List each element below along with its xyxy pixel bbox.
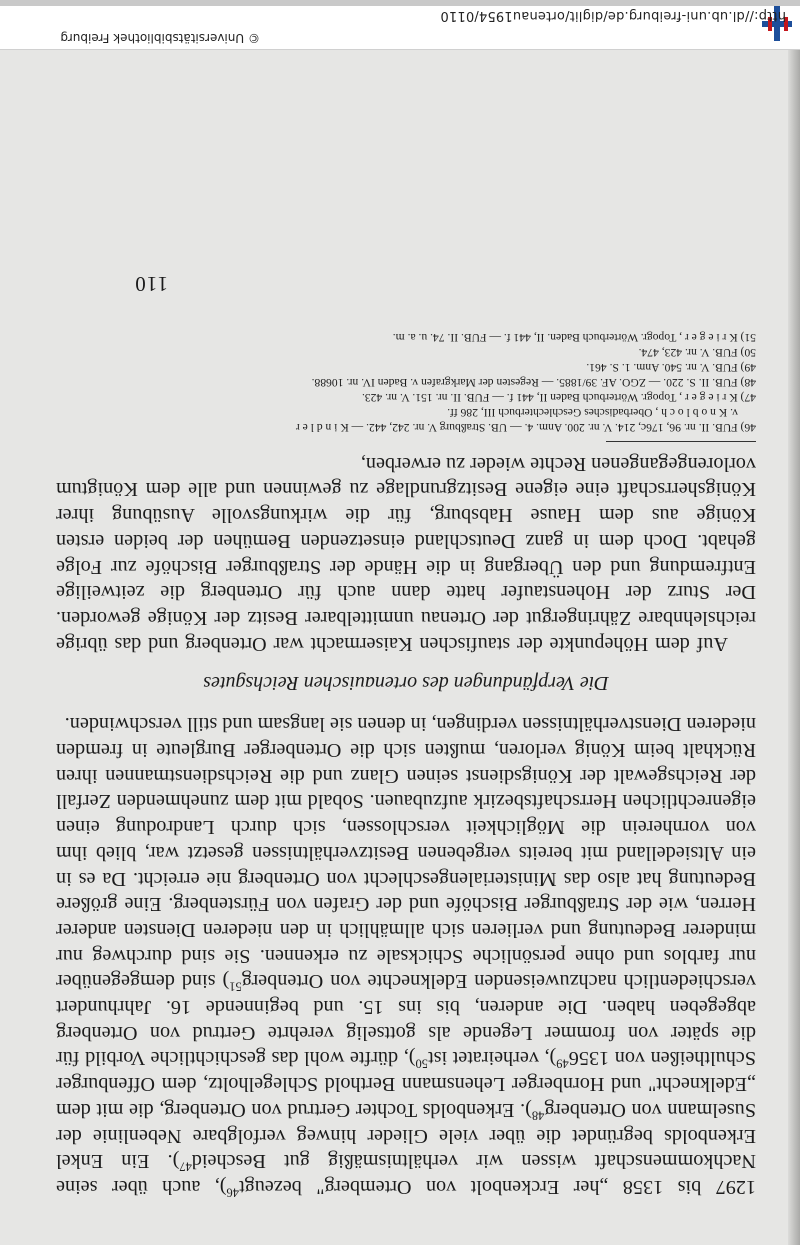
footnote-ref-51[interactable]: 51 [229, 980, 242, 995]
footnote-46: 46) FUB. II. nr. 96, 176c, 214. V. nr. 200. Anm. 4. — UB. Straßburg V. nr. 242, 442. — K i n d l e r [295, 421, 756, 435]
footnote-47: 47) K r i e g e r , Topogr. Wörterbuch Baden II, 441 f. — FUB. II. nr. 151. V. nr. 423. [361, 391, 756, 405]
footnote-48: 48) FUB. II. S. 220. — ZGO. AF. 39/1885. — Regesten der Markgrafen v. Baden IV. nr. 10688. [311, 376, 756, 390]
source-url-link[interactable]: http://dl.ub.uni-freiburg.de/diglit/ortenau1954/0110 [440, 8, 786, 23]
paragraph-1-part: ). Ein Enkel Erkenbolds begründet die über viele Glieder hinweg verfolgbare Nebenlinie der Suselmann von Ortenberg [56, 1098, 756, 1173]
page-content [56, 271, 756, 1199]
footnote-ref-47[interactable]: 47 [179, 1160, 192, 1175]
footnote-ref-48[interactable]: 48 [531, 1108, 545, 1123]
footnote-51: 51) K r i e g e r , Topogr. Wörterbuch Baden. II, 441 f. — FUB. II. 74. u. a. m. [392, 331, 756, 345]
paragraph-2: Auf dem Höhepunkte der staufischen Kaisermacht war Ortenberg und das übrige reichslehnbare Zähringergut der Ortenau unmittelbarer Besitz der Könige geworden. Der Sturz der Hohenstaufer hatte dann auch für Ortenberg die zeitweilige Entfremdung und den Übergang in die Hände der Straßburger Bischöfe zur Folge gehabt. Doch dem in ganz Deutschland einsetzenden Bemühen der beiden ersten Könige aus dem Hause Habsburg, für die wirkungsvolle Ausübung ihrer Königsherrschaft eine eigene Besitzgrundlage zu gewinnen und alle dem Königtum vorlorengegangenen Rechte wieder zu erwerben, [56, 452, 756, 655]
footnote-ref-49[interactable]: 49 [556, 1057, 569, 1072]
copyright-notice: © Universitätsbibliothek Freiburg [60, 31, 260, 45]
scan-edge-shadow [788, 50, 800, 1245]
paragraph-1-part: ), auch über seine Nachkommenschaft wissen wir verhältnismäßig gut Bescheid [56, 1150, 756, 1198]
scanned-page [0, 50, 800, 1245]
paragraph-1-part: ). Erkenbolds Tochter Gertrud von Ortenberg, die mit dem „Edelknecht" und Hornberger Lehensmann Berthold Schlegelholtz, dem Offenburger Schultheißen von 1356 [56, 1047, 756, 1121]
footnote-ref-50[interactable]: 50 [415, 1057, 428, 1072]
footnote-ref-46[interactable]: 46 [226, 1185, 240, 1200]
paragraph-1-part: ) sind demgegenüber nur farblos und ohne persönliche Schicksale zu erkennen. Sie sind durchweg nur minderer Bedeutung und verlieren sich allmählich in den niederen Diensten anderer Herren, wie der Straßburger Bischöfe und der Grafen von Fürstenberg. Eine größere Bedeutung hat also das Ministerialengeschlecht von Ortenberg nie erreicht. Da es in ein Altsiedelland mit bereits vergebenen Besitzverhältnissen gesetzt war, blieb ihm von vornherein die Möglichkeit verschlossen, sich durch Landrodung einen eigenrechtlichen Herrschaftsbezirk aufzubauen. Sobald mit dem zunehmenden Zerfall der Reichsgewalt der Königsdienst seinen Glanz und die Reichsdienstmannen ihren Rückhalt beim König verloren, mußten sich die Ortenberger Burgleute in fremden niederen Dienstverhältnissen verdingen, in denen sie langsam und still verschwinden. [56, 713, 756, 993]
footnote-49: 49) FUB. V. nr. 540. Anm. 1. S. 461. [586, 361, 756, 375]
footnote-46-continued: v. K n o b l o c h , Oberbadisches Geschlechterbuch III, 286 ff. [447, 406, 738, 420]
page-number: 110 [134, 272, 168, 297]
footnote-50: 50) FUB. V. nr. 423, 474. [638, 346, 756, 360]
header-bar [0, 0, 800, 50]
paragraph-1 [56, 711, 756, 1199]
footnotes [56, 330, 756, 435]
paragraph-1-part: ), verheiratet ist [428, 1047, 557, 1070]
top-strip [0, 0, 800, 6]
footnote-divider [606, 441, 756, 442]
body-text [56, 450, 756, 1199]
paragraph-1-part: 1297 bis 1358 „her Erckenbolt von Ortemberg" bezeugt [239, 1176, 756, 1198]
section-heading: Die Verpfändungen des ortenauischen Reichsgutes [203, 671, 609, 694]
paragraph-1-part: ), dürfte wohl das geschichtliche Vorbild für die später von frommer Legende als gottselig verehrte Gertrud von Ortenberg abgegeben haben. Die anderen, bis ins 15. und beginnende 16. Jahrhundert verschiedentlich nachzuweisenden Edelknechte von Ortenberg [55, 970, 756, 1070]
